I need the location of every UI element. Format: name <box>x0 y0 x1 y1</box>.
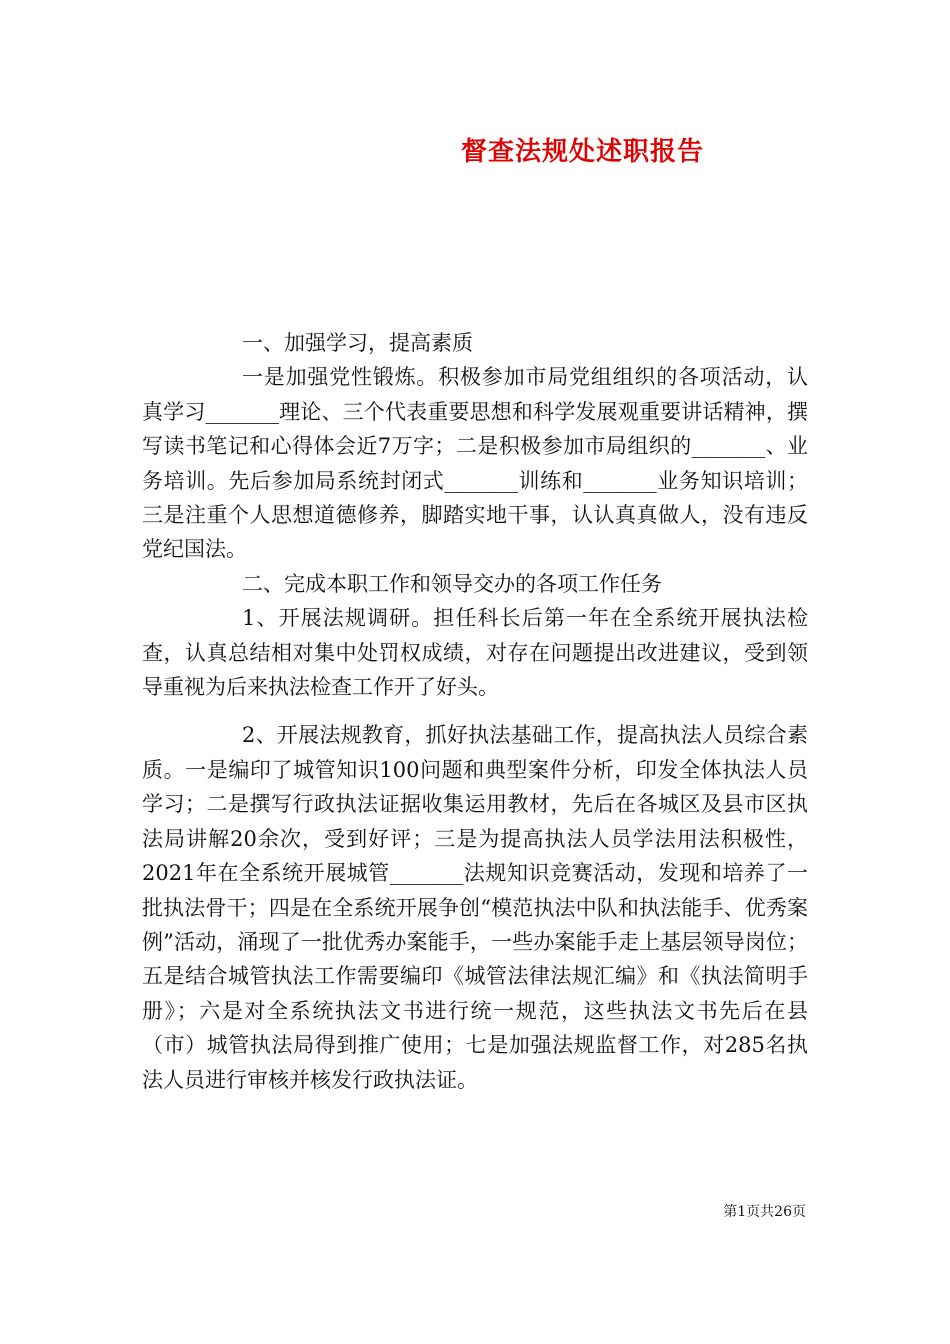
section-heading: 一、加强学习，提高素质 <box>242 331 473 355</box>
paragraph: 一是加强党性锻炼。积极参加市局党组组织的各项活动，认真学习_______理论、三个代表重要思想和科学发展观重要讲话精神，撰写读书笔记和心得体会近7万字；二是积极参加市局组织的_______、业务培训。先后参加局系统封闭式_______训练和_______业务知识培训；三是注重个人思想道德修养，脚踏实地干事，认认真真做人，没有违反党纪国法。 <box>142 365 808 562</box>
page-title: 督查法规处述职报告 <box>460 137 704 167</box>
document-body <box>142 326 808 1097</box>
paragraph: 2、开展法规教育，抓好执法基础工作，提高执法人员综合素质。一是编印了城管知识100问题和典型案件分析，印发全体执法人员学习；二是撰写行政执法证据收集运用教材，先后在各城区及县市区执法局讲解20余次，受到好评；三是为提高执法人员学法用法积极性，2021年在全系统开展城管_______法规知识竞赛活动，发现和培养了一批执法骨干；四是在全系统开展争创“模范执法中队和执法能手、优秀案例”活动，涌现了一批优秀办案能手，一些办案能手走上基层领导岗位；五是结合城管执法工作需要编印《城管法律法规汇编》和《执法简明手册》；六是对全系统执法文书进行统一规范，这些执法文书先后在县（市）城管执法局得到推广使用；七是加强法规监督工作，对285名执法人员进行审核并核发行政执法证。 <box>142 723 808 1092</box>
page-number: 第1页共26页 <box>723 1204 806 1220</box>
paragraph: 1、开展法规调研。担任科长后第一年在全系统开展执法检查，认真总结相对集中处罚权成绩，对存在问题提出改进建议，受到领导重视为后来执法检查工作开了好头。 <box>142 606 808 700</box>
section-heading: 二、完成本职工作和领导交办的各项工作任务 <box>242 571 662 596</box>
